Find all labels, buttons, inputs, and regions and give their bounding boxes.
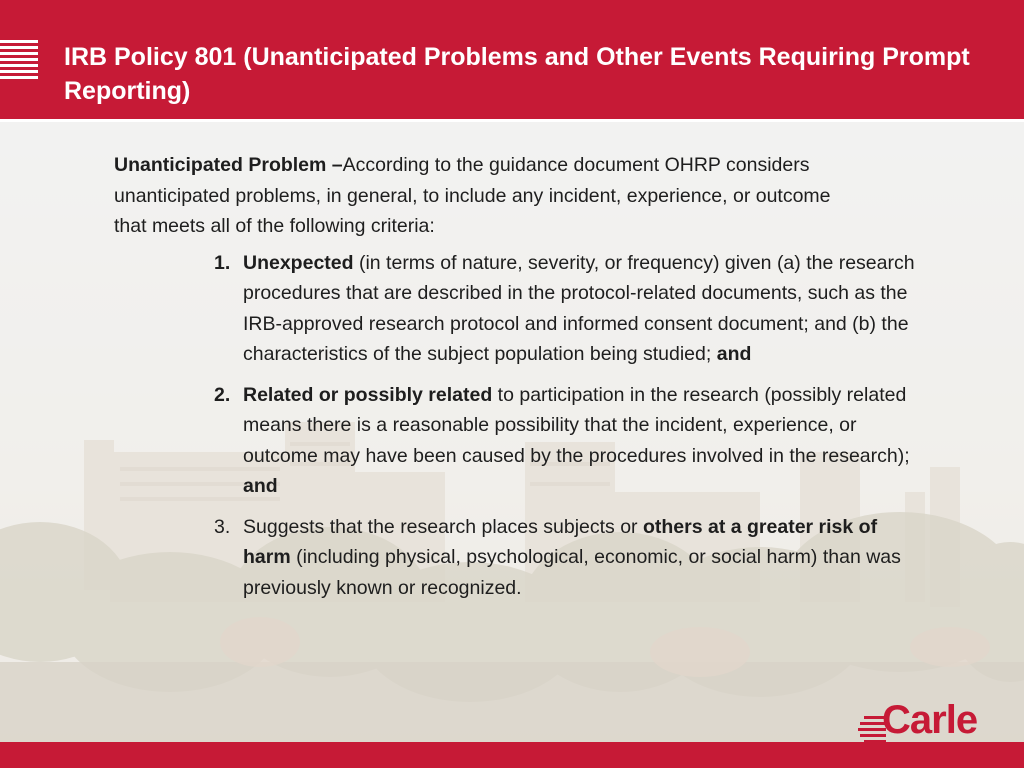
- definition-term: Unanticipated Problem –: [114, 154, 343, 176]
- criterion-1: [214, 248, 915, 370]
- logo-text: Carle: [882, 698, 978, 742]
- stripes-icon: [0, 40, 38, 80]
- criterion-text: (in terms of nature, severity, or frequency) given (a) the research procedures that are described in the protocol-related documents, such as the IRB-approved research protocol and informed consent document; and (b) the characteristics of the subject population being studied;: [243, 251, 915, 365]
- criterion-2: [214, 380, 915, 502]
- criterion-text: (including physical, psychological, economic, or social harm) than was previously known or recognized.: [243, 546, 901, 599]
- criterion-3: [214, 512, 915, 604]
- criterion-number: 2.: [214, 383, 231, 406]
- footer-bar: [0, 742, 1024, 768]
- criteria-list: [114, 248, 914, 604]
- criterion-number: 1.: [214, 251, 231, 274]
- criterion-tail: and: [716, 343, 752, 365]
- definition-text: According to the guidance document OHRP considers unanticipated problems, in general, to include any incident, experience, or outcome that meets all of the following criteria:: [114, 154, 831, 237]
- criterion-text: to participation in the research (possibly related means there is a reasonable possibility that the incident, experience, or outcome may have been caused by the procedures involved in the research);: [243, 383, 910, 467]
- intro-paragraph: [114, 150, 834, 242]
- criterion-bold: others at a greater risk of harm: [243, 515, 878, 568]
- title-banner: [0, 0, 1024, 122]
- slide-title: IRB Policy 801 (Unanticipated Problems and Other Events Requiring Prompt Reporting): [64, 43, 970, 105]
- criterion-number: 3.: [214, 515, 231, 538]
- criterion-lead: Suggests that the research places subjects or: [243, 515, 643, 538]
- criterion-tail: and: [243, 475, 278, 497]
- criterion-bold: Unexpected: [243, 251, 354, 274]
- criterion-bold: Related or possibly related: [243, 383, 493, 406]
- slide-body: [114, 150, 914, 613]
- carle-logo: [858, 698, 998, 744]
